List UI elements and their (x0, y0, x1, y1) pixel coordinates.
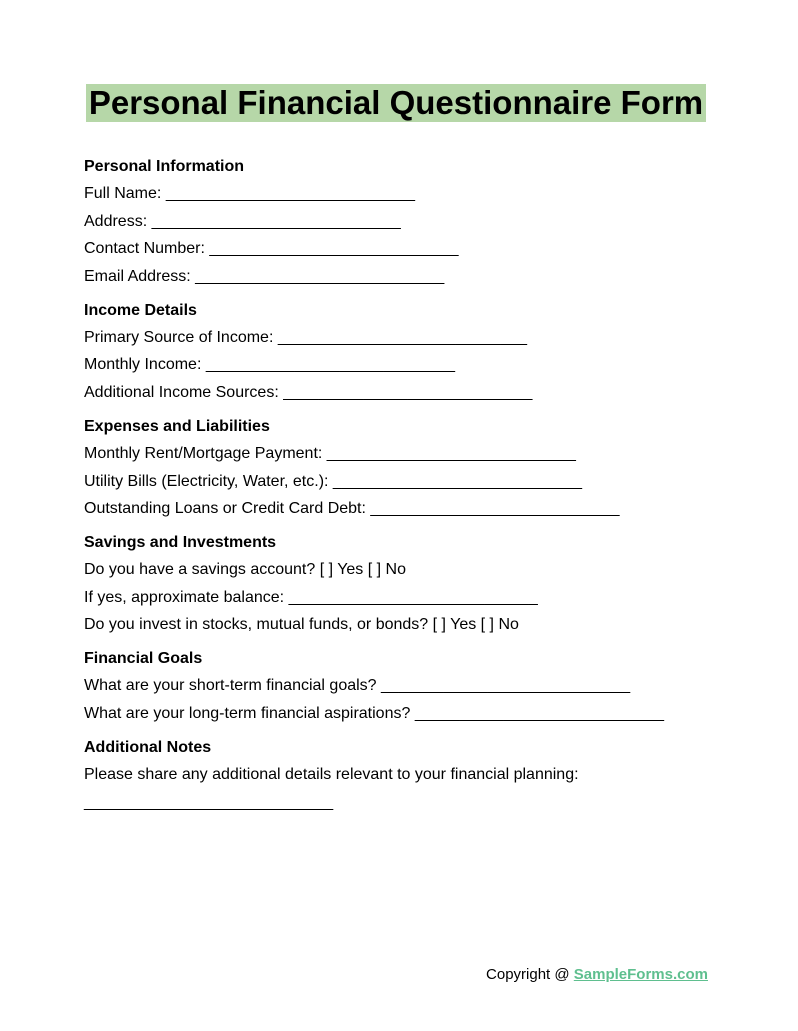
field-blank[interactable]: ____________________________ (165, 185, 415, 202)
field-blank[interactable]: ____________________________ (414, 704, 664, 722)
field-label: Do you have a savings account? [ ] Yes [ ] No (84, 561, 406, 579)
field-blank[interactable]: ____________________________ (332, 472, 583, 490)
field-label: Do you invest in stocks, mutual funds, or bonds? [ ] Yes [ ] No (84, 616, 519, 634)
copyright-footer (486, 965, 708, 985)
field-blank[interactable]: ____________________________ (277, 328, 528, 346)
field-utility-bills (84, 472, 724, 492)
section-savings-investments (84, 533, 724, 635)
field-blank[interactable]: ____________________________ (288, 588, 538, 606)
field-blank[interactable]: ____________________________ (381, 677, 631, 695)
field-blank[interactable]: ____________________________ (195, 267, 445, 285)
copyright-text: Copyright @ (486, 966, 574, 983)
field-outstanding-debt (84, 499, 724, 519)
field-label: What are your long-term financial aspirations? (84, 704, 411, 722)
field-label: Utility Bills (Electricity, Water, etc.): (84, 472, 329, 490)
field-label: Full Name: (84, 185, 162, 202)
field-short-term-goals (84, 676, 724, 696)
form-body (84, 157, 724, 827)
field-approximate-balance (84, 588, 724, 608)
field-label: Contact Number: (84, 240, 205, 258)
field-blank[interactable]: ____________________________ (283, 383, 533, 401)
field-primary-income-source (84, 328, 724, 348)
section-additional-notes (84, 738, 724, 813)
field-full-name (84, 184, 724, 204)
field-label: Monthly Income: (84, 356, 202, 374)
section-heading: Additional Notes (84, 738, 212, 756)
section-heading: Personal Information (84, 158, 245, 175)
title-highlight (86, 84, 706, 122)
field-address (84, 212, 724, 232)
section-heading: Income Details (84, 301, 197, 319)
field-label: Address: (84, 212, 148, 230)
field-label: Outstanding Loans or Credit Card Debt: (84, 500, 366, 518)
field-savings-account[interactable] (84, 560, 724, 580)
field-label: Primary Source of Income: (84, 328, 274, 346)
field-blank[interactable]: ____________________________ (326, 444, 576, 462)
field-email-address (84, 267, 724, 287)
field-rent-mortgage (84, 444, 724, 464)
brand-link[interactable]: SampleForms.com (573, 966, 708, 983)
section-heading: Expenses and Liabilities (84, 417, 270, 435)
field-contact-number (84, 239, 724, 259)
field-label: Monthly Rent/Mortgage Payment: (84, 444, 323, 462)
section-financial-goals (84, 649, 724, 724)
field-blank[interactable]: ____________________________ (151, 212, 401, 230)
field-additional-income (84, 383, 724, 403)
section-income-details (84, 301, 724, 403)
notes-prompt: Please share any additional details relevant to your financial planning: (84, 765, 579, 783)
field-long-term-aspirations (84, 704, 724, 724)
field-blank[interactable]: ____________________________ (209, 240, 459, 258)
section-heading: Financial Goals (84, 650, 203, 668)
field-label: What are your short-term financial goals? (84, 677, 377, 695)
field-label: Additional Income Sources: (84, 383, 279, 401)
field-monthly-income (84, 355, 724, 375)
section-expenses-liabilities (84, 417, 724, 519)
page-title: Personal Financial Questionnaire Form (88, 84, 704, 121)
field-label: If yes, approximate balance: (84, 588, 285, 606)
field-blank[interactable]: ____________________________ (370, 500, 620, 518)
section-personal-information (84, 157, 724, 287)
field-label: Email Address: (84, 267, 191, 285)
field-investments[interactable] (84, 615, 724, 635)
section-heading: Savings and Investments (84, 534, 277, 552)
field-blank[interactable]: ____________________________ (205, 356, 455, 374)
notes-blank[interactable]: ____________________________ (84, 793, 334, 811)
